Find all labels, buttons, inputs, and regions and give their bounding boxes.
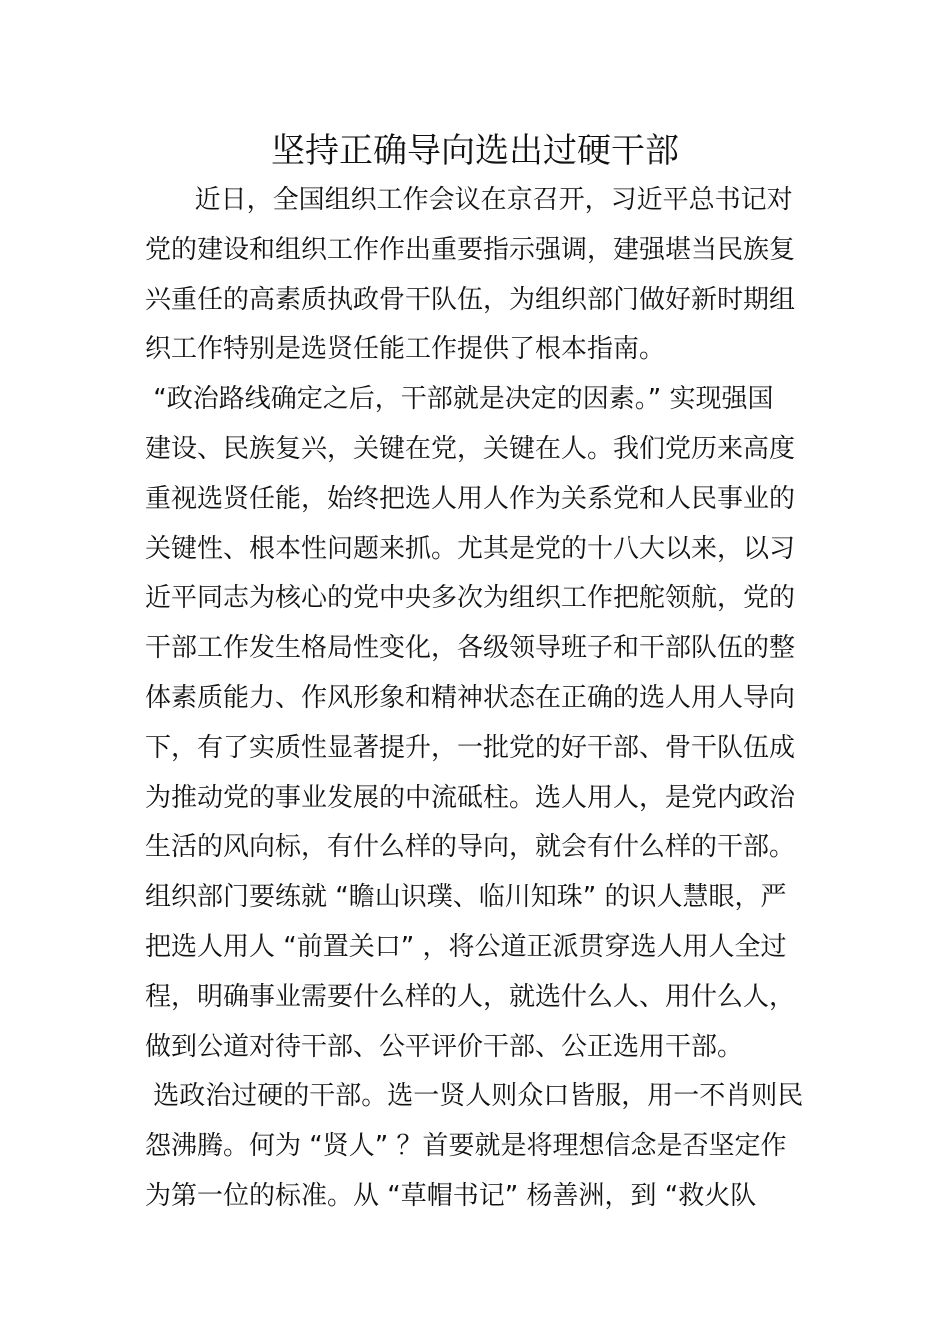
paragraph-line: 程，明确事业需要什么样的人，就选什么人、用什么人， xyxy=(145,981,796,1012)
paragraph-line: “政治路线确定之后，干部就是决定的因素。” 实现强国 xyxy=(145,384,774,415)
paragraph-line: 体素质能力、作风形象和精神状态在正确的选人用人导向 xyxy=(145,682,796,713)
document-body xyxy=(145,176,815,1222)
paragraph-line: 生活的风向标，有什么样的导向，就会有什么样的干部。 xyxy=(145,832,796,863)
paragraph-line: 干部工作发生格局性变化，各级领导班子和干部队伍的整 xyxy=(145,633,796,664)
paragraph-line: 关键性、根本性问题来抓。尤其是党的十八大以来，以习 xyxy=(145,533,796,564)
paragraph-line: 建设、民族复兴，关键在党，关键在人。我们党历来高度 xyxy=(145,433,796,464)
paragraph-line: 近平同志为核心的党中央多次为组织工作把舵领航，党的 xyxy=(145,583,796,614)
paragraph-line: 党的建设和组织工作作出重要指示强调，建强堪当民族复 xyxy=(145,234,796,265)
paragraph-line: 为推动党的事业发展的中流砥柱。选人用人，是党内政治 xyxy=(145,782,796,813)
paragraph-line: 下，有了实质性显著提升，一批党的好干部、骨干队伍成 xyxy=(145,732,796,763)
paragraph-line: 组织部门要练就 “瞻山识璞、临川知珠” 的识人慧眼，严 xyxy=(145,882,787,913)
paragraph-line: 兴重任的高素质执政骨干队伍，为组织部门做好新时期组 xyxy=(145,284,796,315)
paragraph-line: 把选人用人 “前置关口” ，将公道正派贯穿选人用人全过 xyxy=(145,931,787,962)
paragraph-line: 怨沸腾。何为 “贤人” ？首要就是将理想信念是否坚定作 xyxy=(145,1131,787,1162)
paragraph-line: 重视选贤任能，始终把选人用人作为关系党和人民事业的 xyxy=(145,483,796,514)
paragraph-line: 为第一位的标准。从 “草帽书记” 杨善洲，到 “救火队 xyxy=(145,1180,757,1211)
paragraph-line: 做到公道对待干部、公平评价干部、公正选用干部。 xyxy=(145,1031,744,1062)
document-title: 坚持正确导向选出过硬干部 xyxy=(271,131,679,171)
paragraph-line: 近日，全国组织工作会议在京召开，习近平总书记对 xyxy=(145,185,793,215)
paragraph-line: 织工作特别是选贤任能工作提供了根本指南。 xyxy=(145,334,666,365)
paragraph-line: 选政治过硬的干部。选一贤人则众口皆服，用一不肖则民 xyxy=(145,1081,804,1112)
